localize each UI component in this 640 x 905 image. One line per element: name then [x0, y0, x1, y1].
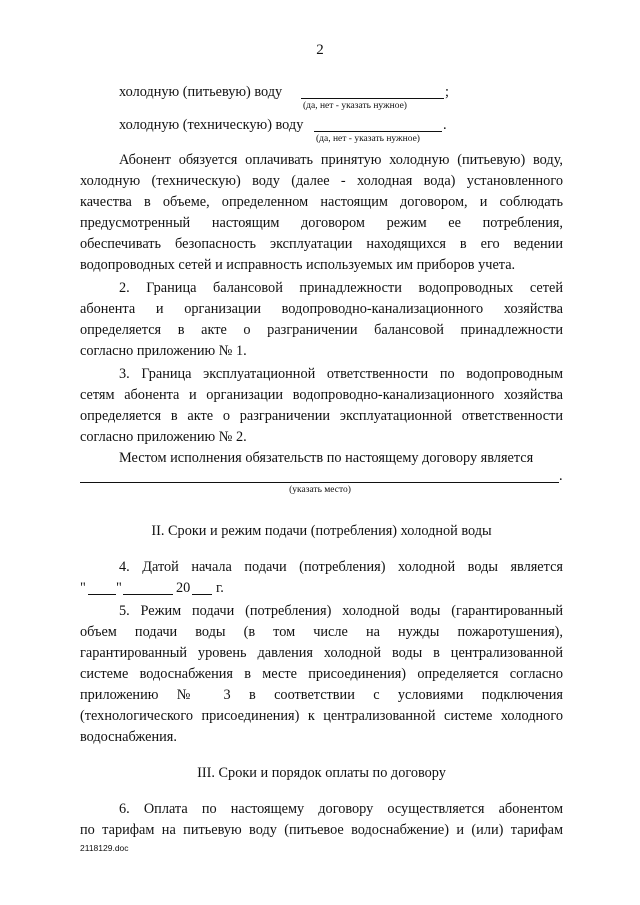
paragraph-5-line: водоснабжения. [80, 729, 177, 745]
date-day-blank[interactable] [88, 594, 116, 595]
paragraph-1-line: качества в объеме, определенном настоящим договором, и соблюдать [80, 194, 563, 210]
paragraph-1-line: Абонент обязуется оплачивать принятую холодную (питьевую) воду, [119, 152, 563, 168]
place-of-performance-blank[interactable] [80, 482, 559, 483]
paragraph-3-line: 3. Граница эксплуатационной ответственности по водопроводным [119, 366, 563, 382]
drinking-water-end: ; [445, 84, 449, 100]
technical-water-hint: (да, нет - указать нужное) [316, 134, 420, 144]
drinking-water-label: холодную (питьевую) воду [119, 84, 283, 100]
paragraph-5-line: приложению № 3 в соответствии с условиями подключения [80, 687, 563, 703]
date-year-suffix: г. [216, 580, 224, 596]
drinking-water-blank[interactable] [301, 98, 444, 99]
paragraph-5-line: гарантированный уровень давления холодной воды в централизованной [80, 645, 563, 661]
paragraph-5-line: объем подачи воды (в том числе на нужды пожаротушения), [80, 624, 563, 640]
technical-water-end: . [443, 117, 447, 133]
paragraph-6-line: по тарифам на питьевую воду (питьевое водоснабжение) и (или) тарифам [80, 822, 563, 838]
paragraph-5-line: (технологического присоединения) к централизованной системе холодного [80, 708, 563, 724]
paragraph-3-line: сетям абонента и организации водопроводно-канализационного хозяйства [80, 387, 563, 403]
paragraph-1-line: предусмотренный настоящим договором режим ее потребления, [80, 215, 563, 231]
paragraph-2-line: 2. Граница балансовой принадлежности водопроводных сетей [119, 280, 563, 296]
place-of-performance-hint: (указать место) [289, 485, 351, 495]
technical-water-label: холодную (техническую) воду [119, 117, 304, 133]
paragraph-2-line: согласно приложению № 1. [80, 343, 247, 359]
date-year-blank[interactable] [192, 594, 212, 595]
paragraph-2-line: абонента и организации водопроводно-канализационного хозяйства [80, 301, 563, 317]
section-3-heading: III. Сроки и порядок оплаты по договору [197, 765, 446, 781]
page-number: 2 [316, 42, 324, 58]
paragraph-3-line: согласно приложению № 2. [80, 429, 247, 445]
footer-doc-name: 2118129.doc [80, 843, 129, 853]
paragraph-2-line: определяется в акте о разграничении балансовой принадлежности [80, 322, 563, 338]
paragraph-5-line: системе водоснабжения в месте присоединения) определяется согласно [80, 666, 563, 682]
place-of-performance-text: Местом исполнения обязательств по настоящему договору является [119, 450, 534, 466]
paragraph-1-line: холодную (техническую) воду (далее - холодная вода) установленного [80, 173, 563, 189]
paragraph-1-line: обеспечивать безопасность эксплуатации находящихся в его ведении [80, 236, 563, 252]
place-of-performance-end: . [559, 468, 563, 484]
drinking-water-hint: (да, нет - указать нужное) [303, 101, 407, 111]
paragraph-3-line: определяется в акте о разграничении эксплуатационной ответственности [80, 408, 563, 424]
date-year-prefix: 20 [176, 580, 191, 596]
paragraph-6-line: 6. Оплата по настоящему договору осуществляется абонентом [119, 801, 563, 817]
paragraph-4-line: 4. Датой начала подачи (потребления) холодной воды является [119, 559, 563, 575]
date-quote-close: " [116, 580, 122, 596]
technical-water-blank[interactable] [314, 131, 442, 132]
date-month-blank[interactable] [123, 594, 173, 595]
paragraph-1-line: водопроводных сетей и исправность используемых им приборов учета. [80, 257, 516, 273]
paragraph-5-line: 5. Режим подачи (потребления) холодной воды (гарантированный [119, 603, 563, 619]
date-quote-open: " [80, 580, 86, 596]
section-2-heading: II. Сроки и режим подачи (потребления) холодной воды [151, 523, 492, 539]
